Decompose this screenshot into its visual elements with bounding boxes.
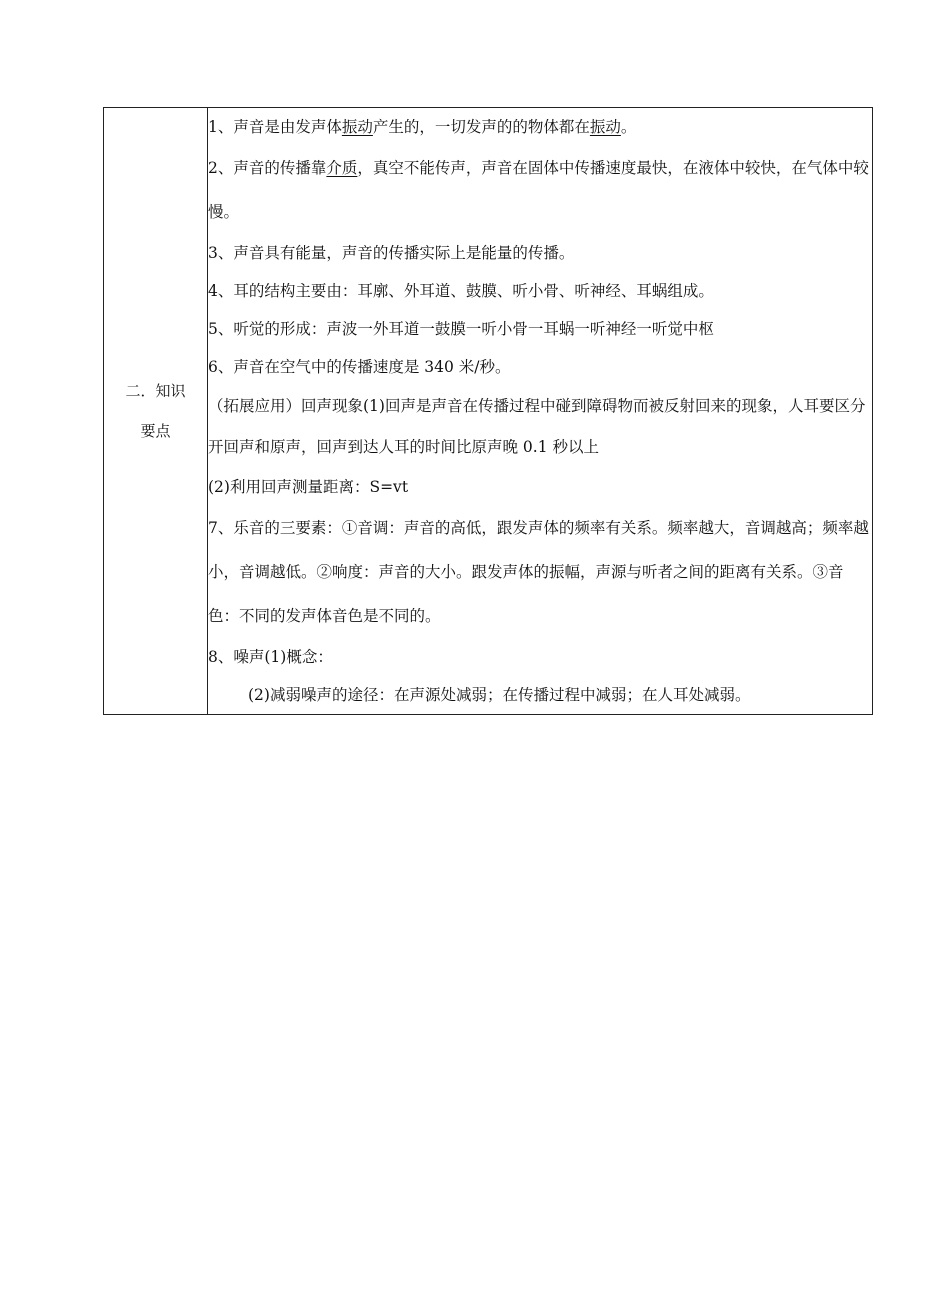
underlined-term: 振动 — [589, 118, 621, 136]
section-label-cell — [104, 108, 208, 715]
underlined-term: 振动 — [341, 118, 373, 136]
underlined-term: 介质 — [326, 159, 358, 177]
point-5: 5、听觉的形成：声波一外耳道一鼓膜一听小骨一耳蜗一听神经一听觉中枢 — [208, 320, 714, 338]
knowledge-table — [103, 107, 873, 715]
point-6: 6、声音在空气中的传播速度是 340 米/秒。 — [208, 358, 511, 376]
table-row — [104, 108, 873, 715]
point-4: 4、耳的结构主要由：耳廓、外耳道、鼓膜、听小骨、听神经、耳蜗组成。 — [208, 282, 714, 300]
point-1: 1、声音是由发声体振动产生的，一切发声的的物体都在振动。 — [208, 118, 637, 136]
point-8-sub: (2)减弱噪声的途径：在声源处减弱；在传播过程中减弱；在人耳处减弱。 — [248, 686, 751, 704]
point-2: 2、声音的传播靠介质，真空不能传声，声音在固体中传播速度最快，在液体中较快，在气体中较慢。 — [208, 159, 869, 221]
point-3: 3、声音具有能量，声音的传播实际上是能量的传播。 — [208, 244, 575, 262]
echo-point-2: (2)利用回声测量距离：S=vt — [208, 478, 409, 496]
echo-point-1: （拓展应用）回声现象(1)回声是声音在传播过程中碰到障碍物而被反射回来的现象，人耳要区分开回声和原声，回声到达人耳的时间比原声晚 0.1 秒以上 — [208, 397, 866, 456]
point-8: 8、噪声(1)概念： — [208, 648, 333, 666]
knowledge-points-cell — [208, 108, 873, 715]
section-label-line1: 二．知识 — [125, 382, 186, 400]
point-7: 7、乐音的三要素：①音调：声音的高低，跟发声体的频率有关系。频率越大，音调越高；频率越小，音调越低。②响度：声音的大小。跟发声体的振幅，声源与听者之间的距离有关系。③音色：不同的发声体音色是不同的。 — [208, 519, 869, 625]
section-label-line2: 要点 — [140, 422, 171, 440]
